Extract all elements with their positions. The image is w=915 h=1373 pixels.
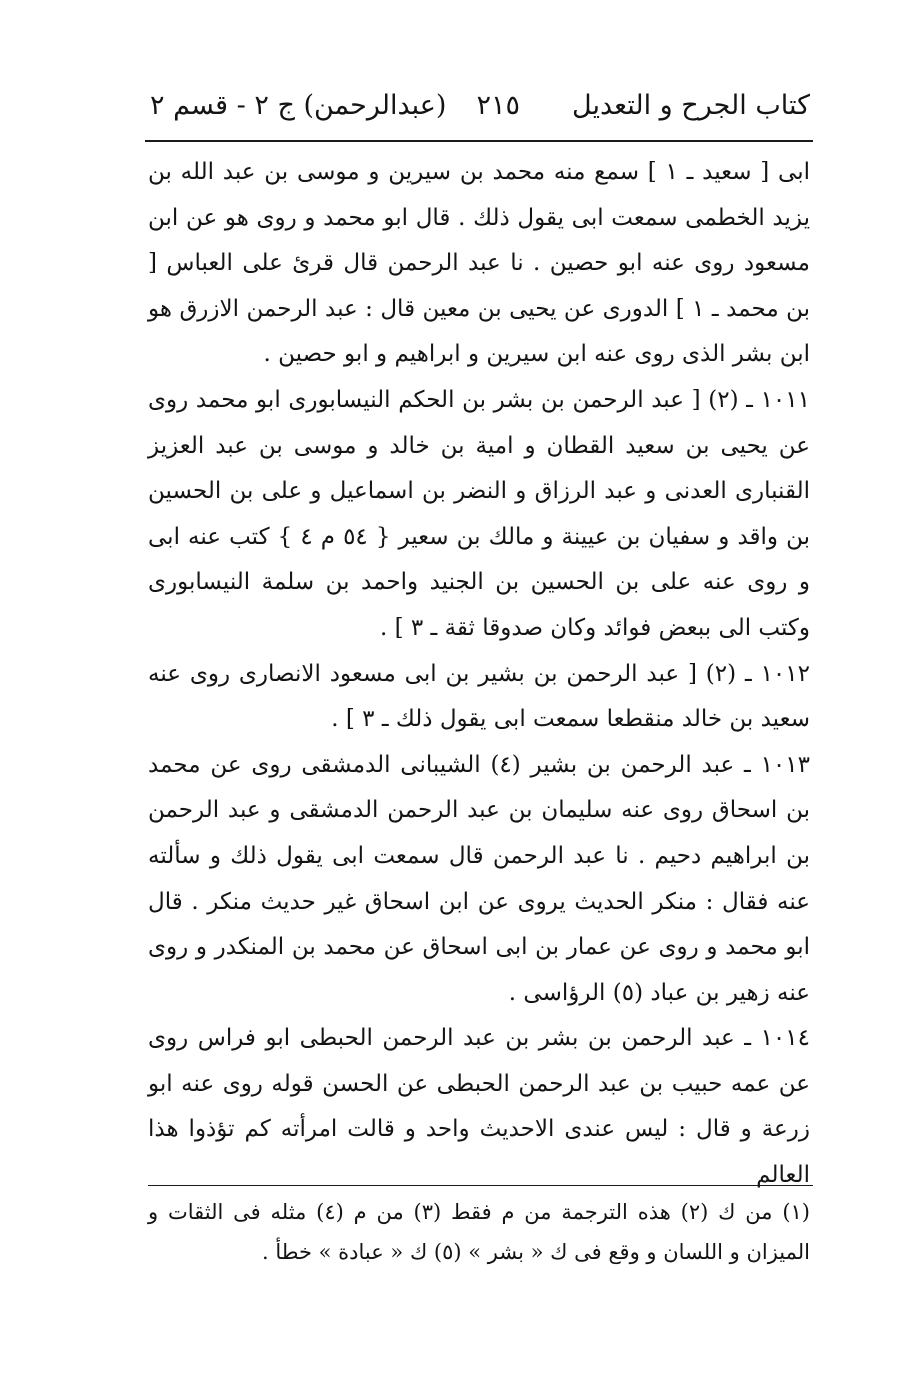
book-title: كتاب الجرح و التعديل — [572, 90, 810, 121]
entry-1012: ١٠١٢ ـ (٢) [ عبد الرحمن بن بشير بن ابى مسعود الانصارى روى عنه سعيد بن خالد منقطعا سمعت ابى يقول ذلك ـ ٣ ] . — [148, 660, 810, 733]
entry-continuation: ابى [ سعيد ـ ١ ] سمع منه محمد بن سيرين و موسى بن عبد الله بن يزيد الخطمى سمعت ابى يقول ذلك . قال ابو محمد و روى هو عن ابن مسعود روى عنه ابو حصين . نا عبد الرحمن قال قرئ على العباس [ بن محمد ـ ١ ] الدورى عن يحيى بن معين قال : عبد الرحمن الازرق هو ابن بشر الذى روى عنه ابن سيرين و ابراهيم و ابو حصين . — [148, 159, 810, 368]
running-header — [150, 78, 810, 134]
footnote-rule — [148, 1185, 813, 1186]
section-label: (عبدالرحمن) ج ٢ - قسم ٢ — [150, 90, 447, 121]
main-text — [148, 150, 810, 1199]
header-rule — [145, 140, 813, 142]
entry-1014: ١٠١٤ ـ عبد الرحمن بن بشر بن عبد الرحمن الحبطى ابو فراس روى عن عمه حبيب بن عبد الرحمن الحبطى عن الحسن قوله روى عنه ابو زرعة و قال : ليس عندى الاحديث واحد و قالت امرأته كم تؤذوا هذا العالم — [148, 1025, 810, 1189]
footnotes: (١) من ك (٢) هذه الترجمة من م فقط (٣) من م (٤) مثله فى الثقات و الميزان و اللسان و وقع فى ك « بشر » (٥) ك « عبادة » خطأ . — [148, 1200, 810, 1264]
page-number: ٢١٥ — [476, 90, 520, 121]
entry-1013: ١٠١٣ ـ عبد الرحمن بن بشير (٤) الشيبانى الدمشقى روى عن محمد بن اسحاق روى عنه سليمان بن عبد الرحمن الدمشقى و عبد الرحمن بن ابراهيم دحيم . نا عبد الرحمن قال سمعت ابى يقول ذلك و سألته عنه فقال : منكر الحديث يروى عن ابن اسحاق غير حديث منكر . قال ابو محمد و روى عن عمار بن ابى اسحاق عن محمد بن المنكدر و روى عنه زهير بن عباد (٥) الرؤاسى . — [148, 751, 810, 1006]
entry-1011: ١٠١١ ـ (٢) [ عبد الرحمن بن بشر بن الحكم النيسابورى ابو محمد روى عن يحيى بن سعيد القطان و امية بن خالد و موسى بن عبد العزيز القنبارى العدنى و عبد الرزاق و النضر بن اسماعيل و على بن الحسين بن واقد و سفيان بن عيينة و مالك بن سعير { ٥٤ م ٤ } كتب عنه ابى و روى عنه على بن الحسين بن الجنيد واحمد بن سلمة النيسابورى وكتب الى ببعض فوائد وكان صدوقا ثقة ـ ٣ ] . — [148, 386, 810, 641]
